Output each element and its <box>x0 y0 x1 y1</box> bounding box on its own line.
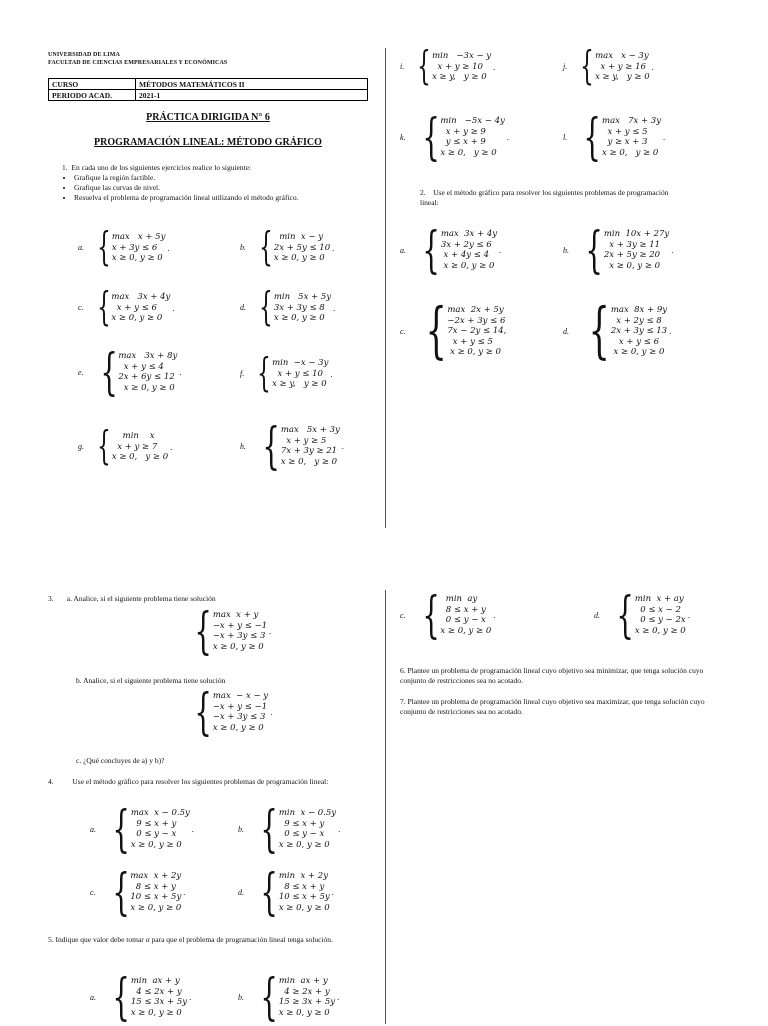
system-line: 8 ≤ x + y <box>440 604 486 615</box>
system-3b <box>180 683 273 741</box>
system-trailing-punct: . <box>183 887 186 897</box>
system-line: max 3x + 8y <box>118 351 178 361</box>
topic-title: PROGRAMACIÓN LINEAL: MÉTODO GRÁFICO <box>94 137 322 148</box>
system-trailing-punct: . <box>671 245 674 255</box>
system-lines <box>279 976 335 1018</box>
system-line: x + y ≤ 6 <box>111 302 157 313</box>
system-5b <box>238 968 340 1026</box>
system-line: x + y ≤ 5 <box>447 336 493 347</box>
system-line: x + y ≤ 6 <box>610 336 659 347</box>
q5-body-cont: para que el problema de programación lineal tenga solución. <box>151 935 333 944</box>
left-brace: { <box>421 586 440 644</box>
q4-number: 4. <box>48 777 54 786</box>
system-1h <box>240 417 344 475</box>
left-brace: { <box>616 586 634 644</box>
system-line: min −3x − y <box>432 51 492 61</box>
system-line: 4 ≥ 2x + y <box>278 986 330 997</box>
system-label: a. <box>90 824 96 834</box>
system-line: x ≥ 0, y ≥ 0 <box>130 839 182 850</box>
system-trailing-punct: . <box>506 132 509 142</box>
system-line: x ≥ y, y ≥ 0 <box>272 379 327 389</box>
system-line: 2x + 5y ≤ 10 <box>273 242 331 253</box>
system-line: max 3x + 4y <box>440 229 498 239</box>
system-line: x ≥ 0, y ≥ 0 <box>273 313 325 323</box>
system-line: 2x + 5y ≥ 20 <box>603 250 661 260</box>
q3-c-text: c. ¿Qué concluyes de a) y b)? <box>76 756 165 765</box>
system-line: x + y ≤ 10 <box>272 368 323 379</box>
system-line: x + y ≤ 4 <box>118 361 164 372</box>
system-lines <box>131 808 190 850</box>
system-line: 7x − 2y ≤ 14, <box>447 326 507 336</box>
university-name: UNIVERSIDAD DE LIMA <box>48 52 120 58</box>
system-line: 8 ≤ x + y <box>130 881 176 892</box>
system-label: i. <box>400 62 405 72</box>
system-line: max x − 0.5y <box>130 808 190 818</box>
system-line: 2x + 6y ≤ 12 <box>118 372 175 382</box>
left-brace: { <box>262 417 280 475</box>
faculty-name: FACULTAD DE CIENCIAS EMPRESARIALES Y ECONÓMICAS <box>48 60 228 66</box>
q2-number: 2. <box>420 188 426 197</box>
system-line: min −x − 3y <box>272 358 329 368</box>
left-brace: { <box>585 221 603 279</box>
system-line: x ≥ 0, y ≥ 0 <box>278 1007 330 1018</box>
practice-title: PRÁCTICA DIRIGIDA N° 6 <box>146 112 270 123</box>
system-line: max − x − y <box>212 691 269 701</box>
system-lines <box>130 871 181 913</box>
system-4a <box>90 800 194 858</box>
system-1d <box>240 285 336 330</box>
system-line: 0 ≤ y − x <box>130 829 177 839</box>
system-line: x ≥ 0, y ≥ 0 <box>212 722 264 733</box>
system-4c <box>90 863 186 921</box>
system-line: −x + y ≤ −1 <box>212 620 268 631</box>
alpha-symbol: α <box>145 935 150 944</box>
system-trailing-punct: . <box>337 992 340 1002</box>
system-1f <box>240 351 333 396</box>
system-line: max 5x + 3y <box>280 425 340 435</box>
course-info-table <box>48 78 368 101</box>
system-trailing-punct: . <box>333 302 336 313</box>
system-trailing-punct: . <box>499 245 502 255</box>
system-line: 0 ≤ y − x <box>278 829 325 839</box>
system-trailing-punct: . <box>663 132 666 142</box>
q2-text <box>420 188 680 208</box>
system-line: x ≥ 0, y ≥ 0 <box>111 452 169 462</box>
system-line: min 10x + 27y <box>603 229 670 239</box>
system-line: 0 ≤ y − x <box>440 615 486 625</box>
system-2b <box>563 221 674 279</box>
course-row <box>49 79 368 90</box>
system-trailing-punct: . <box>179 367 182 377</box>
left-brace: { <box>99 343 118 401</box>
system-5c <box>400 586 496 644</box>
system-label: a. <box>400 245 406 255</box>
system-line: 9 ≤ x + y <box>130 818 177 829</box>
system-line: x + 2y ≤ 8 <box>610 315 662 326</box>
system-label: k. <box>400 132 406 142</box>
left-brace: { <box>421 108 440 166</box>
system-lines <box>595 51 650 83</box>
system-lines <box>213 610 267 652</box>
q4-text <box>48 777 368 787</box>
q4-body: Use el método gráfico para resolver los siguientes problemas de programación lineal: <box>72 777 329 786</box>
system-lines <box>447 305 506 358</box>
left-brace: { <box>260 800 278 858</box>
left-brace: { <box>97 424 111 469</box>
system-line: 15 ≥ 3x + 5y <box>278 997 336 1007</box>
system-line: x ≥ 0, y ≥ 0 <box>212 641 264 652</box>
system-lines <box>131 976 187 1018</box>
course-key: CURSO <box>49 79 136 90</box>
system-line: x ≥ 0, y ≥ 0 <box>610 347 665 357</box>
system-line: max 7x + 3y <box>602 116 662 126</box>
system-trailing-punct: . <box>338 824 341 834</box>
q1-intro <box>62 163 372 173</box>
system-label: b. <box>238 824 244 834</box>
system-label: b. <box>563 245 569 255</box>
system-label: h. <box>240 441 246 451</box>
system-trailing-punct: . <box>651 61 654 72</box>
period-value: 2021-1 <box>136 90 368 101</box>
system-line: x ≥ 0, y ≥ 0 <box>278 902 330 913</box>
left-brace: { <box>194 602 212 660</box>
system-line: 15 ≤ 3x + 5y <box>130 997 188 1007</box>
system-1l <box>563 108 666 166</box>
system-4d <box>238 863 334 921</box>
system-lines <box>635 594 686 636</box>
left-brace: { <box>96 285 111 330</box>
course-value: MÉTODOS MATEMÁTICOS II <box>136 79 368 90</box>
system-trailing-punct: . <box>493 610 496 620</box>
system-line: x ≥ 0, y ≥ 0 <box>280 456 338 467</box>
system-label: g. <box>78 442 84 452</box>
q3-b-text: b. Analice, si el siguiente problema tiene solución <box>76 676 226 685</box>
system-line: 3x + 2y ≤ 6 <box>440 239 492 250</box>
left-brace: { <box>259 225 273 270</box>
system-line: −x + y ≤ −1 <box>212 701 268 712</box>
system-line: 10 ≤ x + 5y <box>130 892 182 902</box>
left-brace: { <box>583 108 602 166</box>
system-1c <box>78 285 175 330</box>
q1-number: 1. <box>62 163 68 172</box>
system-line: min x + 2y <box>278 871 328 881</box>
system-line: min 5x + 5y <box>273 292 332 302</box>
system-line: min ax + y <box>130 976 180 986</box>
q6-text: 6. Plantee un problema de programación lineal cuyo objetivo sea minimizar, que tenga solución cuyo conjunto de restricciones sea no acotado. <box>400 666 704 685</box>
system-2d <box>563 295 672 366</box>
system-line: −x + 3y ≤ 3 <box>212 712 266 722</box>
system-line: x + 3y ≥ 11 <box>603 239 661 250</box>
system-lines <box>602 116 661 158</box>
system-line: 10 ≤ x + 5y <box>278 892 330 902</box>
system-lines <box>118 351 177 393</box>
system-lines <box>432 51 491 83</box>
left-brace: { <box>425 295 447 366</box>
system-line: x ≥ 0, y ≥ 0 <box>111 313 163 323</box>
system-trailing-punct: . <box>687 610 690 620</box>
q1-intro-text: En cada uno de los siguientes ejercicios realice lo siguiente: <box>71 163 252 172</box>
system-trailing-punct: . <box>332 242 335 253</box>
system-label: a. <box>78 243 84 253</box>
page2-column-divider <box>385 590 386 1024</box>
system-1b <box>240 225 335 270</box>
system-line: x ≥ y, y ≥ 0 <box>432 72 487 82</box>
left-brace: { <box>112 968 130 1026</box>
system-3a <box>180 602 272 660</box>
system-1g <box>78 424 173 469</box>
period-row <box>49 90 368 101</box>
system-line: x ≥ 0, y ≥ 0 <box>278 839 330 850</box>
system-line: 3x + 3y ≤ 8 <box>273 302 325 313</box>
system-5d <box>594 586 690 644</box>
system-1a <box>78 225 170 270</box>
system-lines <box>604 229 669 271</box>
system-line: x + 3y ≤ 6 <box>111 242 158 253</box>
q1-bullet: • Resuelva el problema de programación lineal utilizando el método gráfico. <box>74 193 372 203</box>
system-line: x + y ≥ 9 <box>440 126 486 137</box>
system-label: c. <box>90 887 96 897</box>
q1-bullet: • Grafique la región factible. <box>74 173 372 183</box>
system-1i <box>400 44 496 89</box>
system-trailing-punct: . <box>270 707 273 717</box>
q7-text: 7. Plantee un problema de programación lineal cuyo objetivo sea maximizar, que tenga solución cuyo conjunto de restricciones sea no acotado. <box>400 697 705 716</box>
system-trailing-punct: . <box>341 441 344 451</box>
left-brace: { <box>580 44 595 89</box>
system-label: f. <box>240 369 245 379</box>
system-trailing-punct: . <box>167 242 170 253</box>
system-line: x ≥ 0, y ≥ 0 <box>118 382 175 393</box>
system-line: −x + 3y ≤ 3 <box>212 631 266 641</box>
system-label: b. <box>240 243 246 253</box>
system-1e <box>78 343 182 401</box>
left-brace: { <box>194 683 212 741</box>
system-trailing-punct: . <box>493 61 496 72</box>
system-line: 2x + 3y ≤ 13 <box>610 326 668 336</box>
system-lines <box>274 232 330 264</box>
q3-number: 3. <box>48 594 54 603</box>
system-line: x ≥ 0, y ≥ 0 <box>602 147 659 158</box>
system-line: x + 4y ≤ 4 <box>440 250 489 260</box>
system-label: l. <box>563 132 568 142</box>
system-trailing-punct: . <box>331 887 334 897</box>
system-lines <box>440 116 504 158</box>
q1-bullet: • Grafique las curvas de nivel. <box>74 183 372 193</box>
system-line: y ≤ x + 9 <box>440 137 486 147</box>
system-trailing-punct: . <box>669 326 672 337</box>
system-label: c. <box>400 610 406 620</box>
left-brace: { <box>112 800 130 858</box>
system-line: x ≥ y, y ≥ 0 <box>595 72 650 82</box>
q5-text <box>48 935 368 945</box>
system-lines <box>440 594 491 636</box>
system-line: max 8x + 9y <box>610 305 668 315</box>
left-brace: { <box>111 863 130 921</box>
system-trailing-punct: . <box>172 302 175 313</box>
system-label: d. <box>240 303 246 313</box>
system-line: min x − 0.5y <box>278 808 337 818</box>
page1-column-divider <box>385 48 386 528</box>
left-brace: { <box>588 295 610 366</box>
system-lines <box>111 292 170 324</box>
system-line: max x − 3y <box>595 51 649 61</box>
system-5a <box>90 968 192 1026</box>
system-trailing-punct: . <box>269 626 272 636</box>
system-label: c. <box>78 303 84 313</box>
system-lines <box>112 232 166 264</box>
period-key: PERIODO ACAD. <box>49 90 136 101</box>
q3-a-text: a. Analice, si el siguiente problema tiene solución <box>66 594 216 603</box>
left-brace: { <box>422 221 440 279</box>
system-line: x + y ≥ 10 <box>432 61 483 72</box>
system-line: −2x + 3y ≤ 6 <box>447 315 506 326</box>
q5-body: 5. Indique que valor debe tomar <box>48 935 144 944</box>
system-lines <box>213 691 268 733</box>
system-line: x ≥ 0, y ≥ 0 <box>603 260 661 271</box>
q2-body: Use el método gráfico para resolver los siguientes problemas de programación lineal: <box>420 188 669 207</box>
system-lines <box>272 358 328 390</box>
system-1j <box>563 44 654 89</box>
system-line: max 3x + 4y <box>111 292 171 302</box>
system-lines <box>274 292 331 324</box>
system-label: a. <box>90 992 96 1002</box>
q1-block <box>62 163 372 203</box>
system-2c <box>400 295 507 366</box>
system-line: 7x + 3y ≥ 21 <box>280 446 338 456</box>
system-lines <box>281 425 340 467</box>
left-brace: { <box>97 225 111 270</box>
left-brace: { <box>260 863 278 921</box>
system-1k <box>400 108 509 166</box>
system-2a <box>400 221 502 279</box>
system-4b <box>238 800 341 858</box>
system-lines <box>279 808 336 850</box>
system-line: x ≥ 0, y ≥ 0 <box>634 625 686 636</box>
system-line: x ≥ 0, y ≥ 0 <box>111 253 163 263</box>
system-line: min x <box>111 431 155 441</box>
system-label: j. <box>563 62 568 72</box>
system-line: x + y ≥ 5 <box>280 435 327 446</box>
system-line: x + y ≥ 7 <box>111 441 158 452</box>
system-label: c. <box>400 326 406 336</box>
system-line: 9 ≤ x + y <box>278 818 325 829</box>
system-line: y ≥ x + 3 <box>602 137 648 147</box>
system-line: max 2x + 5y <box>447 305 504 315</box>
system-line: min −5x − 4y <box>440 116 505 126</box>
system-line: x + y ≥ 16 <box>595 61 646 72</box>
system-line: x ≥ 0, y ≥ 0 <box>440 260 495 271</box>
system-line: min x − y <box>273 232 324 242</box>
system-line: 0 ≤ x − 2 <box>634 604 681 615</box>
system-trailing-punct: . <box>170 441 173 452</box>
system-line: min ax + y <box>278 976 328 986</box>
left-brace: { <box>257 351 272 396</box>
system-trailing-punct: . <box>189 992 192 1002</box>
system-lines <box>441 229 497 271</box>
system-line: 0 ≤ y − 2x <box>634 615 686 625</box>
system-line: min x + ay <box>634 594 684 604</box>
system-line: x ≥ 0, y ≥ 0 <box>130 1007 182 1018</box>
system-lines <box>112 431 168 463</box>
left-brace: { <box>259 285 273 330</box>
system-label: d. <box>238 887 244 897</box>
system-line: max x + 2y <box>130 871 182 881</box>
system-line: max x + 5y <box>111 232 166 242</box>
system-lines <box>279 871 330 913</box>
system-lines <box>611 305 667 358</box>
system-label: e. <box>78 367 84 377</box>
system-line: min ay <box>440 594 478 604</box>
system-label: d. <box>563 326 569 336</box>
system-line: 8 ≤ x + y <box>278 881 325 892</box>
system-line: x ≥ 0, y ≥ 0 <box>130 902 182 913</box>
system-line: x ≥ 0, y ≥ 0 <box>440 625 492 636</box>
system-line: x ≥ 0, y ≥ 0 <box>273 253 325 263</box>
left-brace: { <box>417 44 432 89</box>
system-line: x + y ≤ 5 <box>602 126 648 137</box>
system-label: d. <box>594 610 600 620</box>
system-line: x ≥ 0, y ≥ 0 <box>440 147 497 158</box>
system-trailing-punct: . <box>191 824 194 834</box>
q1-bullet-list <box>62 173 372 203</box>
system-line: x ≥ 0, y ≥ 0 <box>447 347 501 357</box>
system-line: 4 ≤ 2x + y <box>130 986 182 997</box>
system-trailing-punct: . <box>330 368 333 379</box>
left-brace: { <box>260 968 278 1026</box>
system-label: b. <box>238 992 244 1002</box>
system-line: max x + y <box>212 610 259 620</box>
